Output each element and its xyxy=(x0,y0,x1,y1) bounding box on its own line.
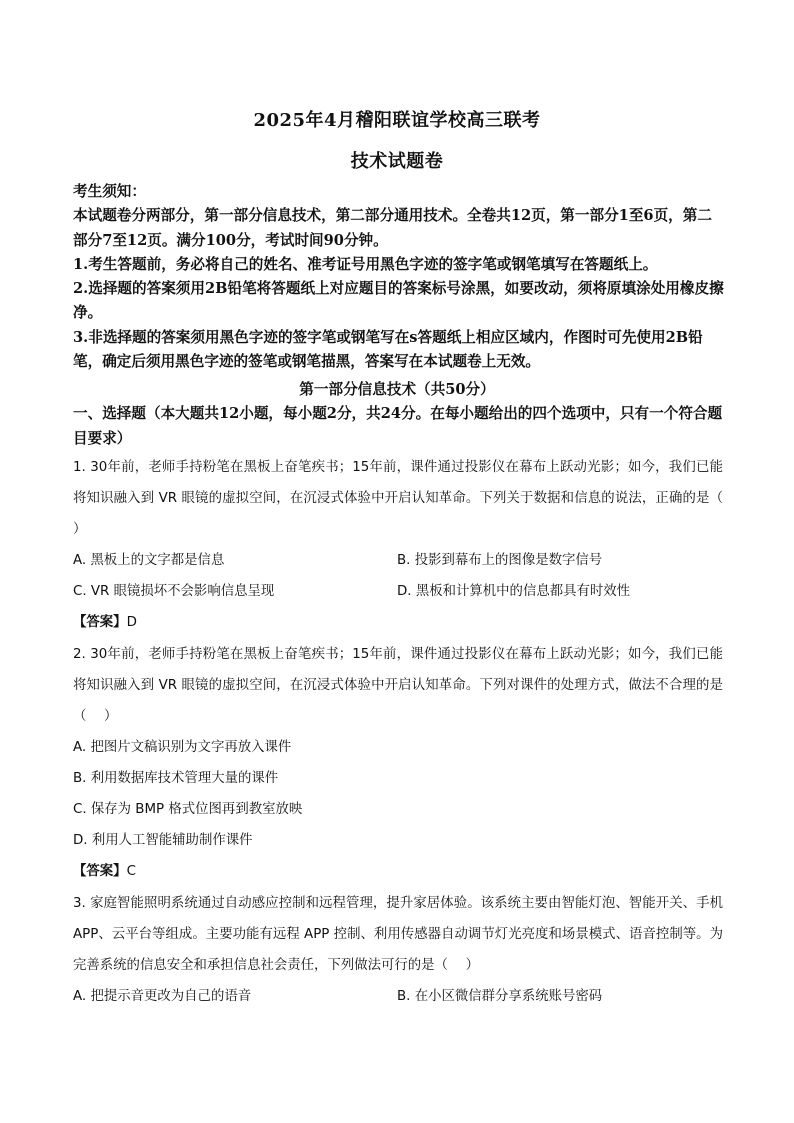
part1-title: 第一部分信息技术（共50分） xyxy=(299,381,495,398)
answer-value: C xyxy=(126,864,136,879)
question-3-option-b: B. 在小区微信群分享系统账号密码 xyxy=(397,989,603,1004)
section-heading: 一、选择题（本大题共12小题，每小题2分，共24分。在每小题给出的四个选项中，只有一个符合题目要求） xyxy=(73,405,723,447)
notice-item-1: 1.考生答题前，务必将自己的姓名、准考证号用黑色字迹的签字笔或钢笔填写在答题纸上。 xyxy=(73,255,658,273)
question-1-option-d: D. 黑板和计算机中的信息都具有时效性 xyxy=(397,584,631,599)
answer-label: 【答案】 xyxy=(73,864,127,879)
question-1-option-a: A. 黑板上的文字都是信息 xyxy=(73,553,225,568)
question-3-stem: 3. 家庭智能照明系统通过自动感应控制和远程管理，提升家居体验。该系统主要由智能灯泡、智能开关、手机 APP、云平台等组成。主要功能有远程 APP 控制、利用传感器自动调节灯光亮度和场景模式、语音控制等。为完善系统的信息安全和承担信息社会责任，下列做法可行的是（ ） xyxy=(73,896,723,973)
question-2-option-d: D. 利用人工智能辅助制作课件 xyxy=(73,833,253,848)
candidate-notice xyxy=(73,180,725,374)
question-2-stem: 2. 30年前，老师手持粉笔在黑板上奋笔疾书；15年前，课件通过投影仪在幕布上跃动光影；如今，我们已能将知识融入到 VR 眼镜的虚拟空间，在沉浸式体验中开启认知革命。下列对课件的处理方式，做法不合理的是（ ） xyxy=(73,647,723,724)
notice-heading: 考生须知： xyxy=(73,183,146,200)
question-1-answer xyxy=(73,613,137,633)
answer-value: D xyxy=(126,615,137,630)
question-1-option-c: C. VR 眼镜损坏不会影响信息呈现 xyxy=(73,584,275,599)
question-3-option-a: A. 把提示音更改为自己的语音 xyxy=(73,989,252,1004)
answer-label: 【答案】 xyxy=(73,615,127,630)
notice-intro: 本试题卷分两部分，第一部分信息技术，第二部分通用技术。全卷共12页，第一部分1至6页，第二部分7至12页。满分100分，考试时间90分钟。 xyxy=(73,207,712,249)
question-2-option-a: A. 把图片文稿识别为文字再放入课件 xyxy=(73,740,292,755)
question-1-stem: 1. 30年前，老师手持粉笔在黑板上奋笔疾书；15年前，课件通过投影仪在幕布上跃动光影；如今，我们已能将知识融入到 VR 眼镜的虚拟空间，在沉浸式体验中开启认知革命。下列关于数据和信息的说法，正确的是（ ） xyxy=(73,460,741,537)
question-2-answer xyxy=(73,862,136,882)
question-2-option-c: C. 保存为 BMP 格式位图再到教室放映 xyxy=(73,802,303,817)
question-2-option-b: B. 利用数据库技术管理大量的课件 xyxy=(73,771,279,786)
exam-subtitle: 技术试题卷 xyxy=(350,151,444,172)
question-1-option-b: B. 投影到幕布上的图像是数字信号 xyxy=(397,553,603,568)
exam-title: 2025年4月稽阳联谊学校高三联考 xyxy=(253,110,541,131)
notice-item-2: 2.选择题的答案须用2B铅笔将答题纸上对应题目的答案标号涂黑，如要改动，须将原填涂处用橡皮擦净。 xyxy=(73,280,724,322)
notice-item-3: 3.非选择题的答案须用黑色字迹的签字笔或钢笔写在s答题纸上相应区域内，作图时可先使用2B铅笔，确定后须用黑色字迹的签笔或钢笔描黑，答案写在本试题卷上无效。 xyxy=(73,328,703,371)
